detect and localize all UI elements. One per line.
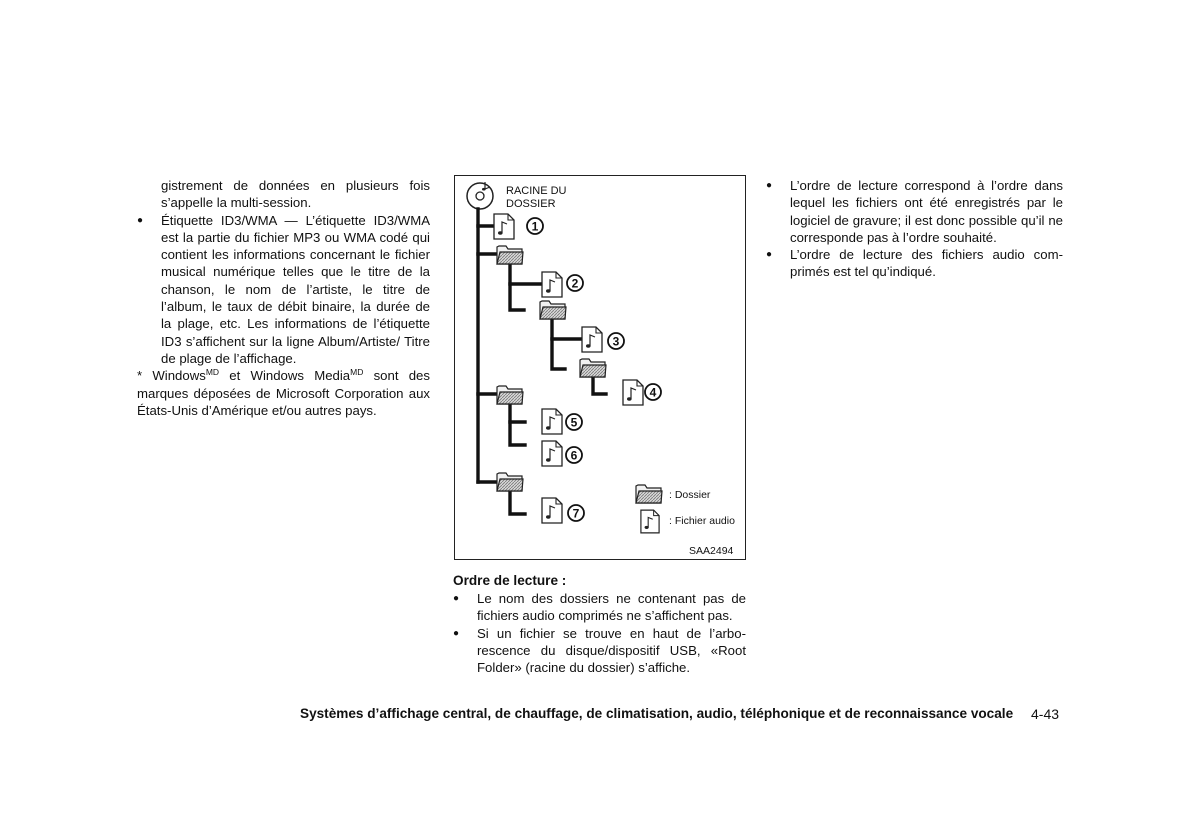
- list-item: [766, 246, 1063, 281]
- folder-icon: [497, 473, 523, 491]
- bullet-dot: ●: [453, 593, 460, 604]
- folder-icon: [497, 386, 523, 404]
- svg-text:2: 2: [571, 276, 579, 291]
- number-badge-7: [568, 505, 584, 521]
- list-item-text: Si un fichier se trouve en haut de l’arbo-rescence du disque/dispositif USB, «Root Folder» (racine du dossier) s’affiche.: [477, 625, 746, 676]
- list-item: [453, 590, 746, 625]
- legend-folder-icon: [636, 485, 662, 503]
- section-footer-title: Systèmes d’affichage central, de chauffage, de climatisation, audio, téléphonique et de reconnaissance vocale: [300, 706, 1014, 721]
- svg-text:7: 7: [572, 506, 580, 521]
- list-item: [766, 177, 1063, 246]
- audio-file-icon: [494, 214, 514, 239]
- audio-file-icon: [582, 327, 602, 352]
- audio-file-icon: [623, 380, 643, 405]
- list-item: [453, 625, 746, 677]
- list-item-text: L’ordre de lecture correspond à l’ordre dans lequel les fichiers ont été enregistrés par le logiciel de gravure; il est donc possible qu’il ne corresponde pas à l’ordre souhaité.: [790, 178, 1063, 245]
- number-badge-4: [645, 384, 661, 400]
- bullet-dot: ●: [453, 627, 460, 639]
- number-badge-1: [527, 218, 543, 234]
- figure-code: SAA2494: [689, 545, 734, 557]
- legend-folder-label: : Dossier: [669, 489, 711, 501]
- bullet-dot: ●: [137, 214, 144, 226]
- audio-file-icon: [542, 498, 562, 523]
- left-column: [137, 177, 430, 419]
- footnote-text-1: * Windows: [137, 368, 206, 384]
- number-badge-6: [566, 447, 582, 463]
- list-item-text: Le nom des dossiers ne contenant pas de fichiers audio comprimés ne s’affichent pas.: [477, 591, 746, 624]
- trademark-footnote: [137, 367, 430, 419]
- footnote-sup-2: MD: [350, 367, 364, 378]
- list-item-text: L’ordre de lecture des fichiers audio com-primés est tel qu’indiqué.: [790, 247, 1063, 280]
- root-label-line1: RACINE DU: [506, 185, 567, 197]
- folder-icon: [540, 301, 566, 319]
- footnote-sup-1: MD: [205, 367, 220, 378]
- audio-file-icon: [542, 409, 562, 434]
- bullet-dot: ●: [766, 180, 773, 191]
- bullet-id3-text: Étiquette ID3/WMA — L’étiquette ID3/WMA est la partie du fichier MP3 ou WMA codé qui contient les informations concernant le fichier musical numérique telles que le titre de la chanson, le nom de l’artiste, le titre de l’album, le taux de débit binaire, la durée de la plage, etc. Les informations de l’étiquette ID3 s’affichent sur la ligne Album/Artiste/ Titre de plage de l’affichage.: [161, 212, 430, 366]
- folder-tree-diagram: [455, 176, 747, 561]
- legend-file-label: : Fichier audio: [669, 515, 735, 527]
- bullet-id3-tag: [137, 212, 430, 368]
- disc-root-icon: [467, 182, 493, 209]
- number-badge-2: [567, 275, 583, 291]
- svg-text:1: 1: [531, 219, 539, 234]
- page-number: 4-43: [1031, 706, 1060, 722]
- bullet-dot: ●: [766, 249, 773, 261]
- svg-text:5: 5: [570, 415, 578, 430]
- footnote-text-2: et Windows Media: [219, 368, 351, 384]
- svg-text:6: 6: [570, 448, 578, 463]
- number-badge-5: [566, 414, 582, 430]
- folder-tree-figure: [454, 175, 746, 560]
- folder-icon: [497, 246, 523, 264]
- number-badge-3: [608, 333, 624, 349]
- audio-file-icon: [542, 441, 562, 466]
- folder-icon: [580, 359, 606, 377]
- section-heading: Ordre de lecture :: [453, 573, 567, 588]
- legend-audio-file-icon: [641, 510, 659, 533]
- right-column: [766, 177, 1063, 281]
- audio-file-icon: [542, 272, 562, 297]
- footnote-text-3: sont des marques déposées de Microsoft Corporation aux États-Unis d’Amérique et/ou autres pays.: [137, 368, 430, 418]
- svg-text:3: 3: [612, 334, 620, 349]
- root-label-line2: DOSSIER: [506, 198, 556, 210]
- middle-column: [453, 572, 746, 676]
- continuation-paragraph: gistrement de données en plusieurs fois s’appelle la multi-session.: [161, 178, 430, 211]
- svg-text:4: 4: [649, 385, 657, 400]
